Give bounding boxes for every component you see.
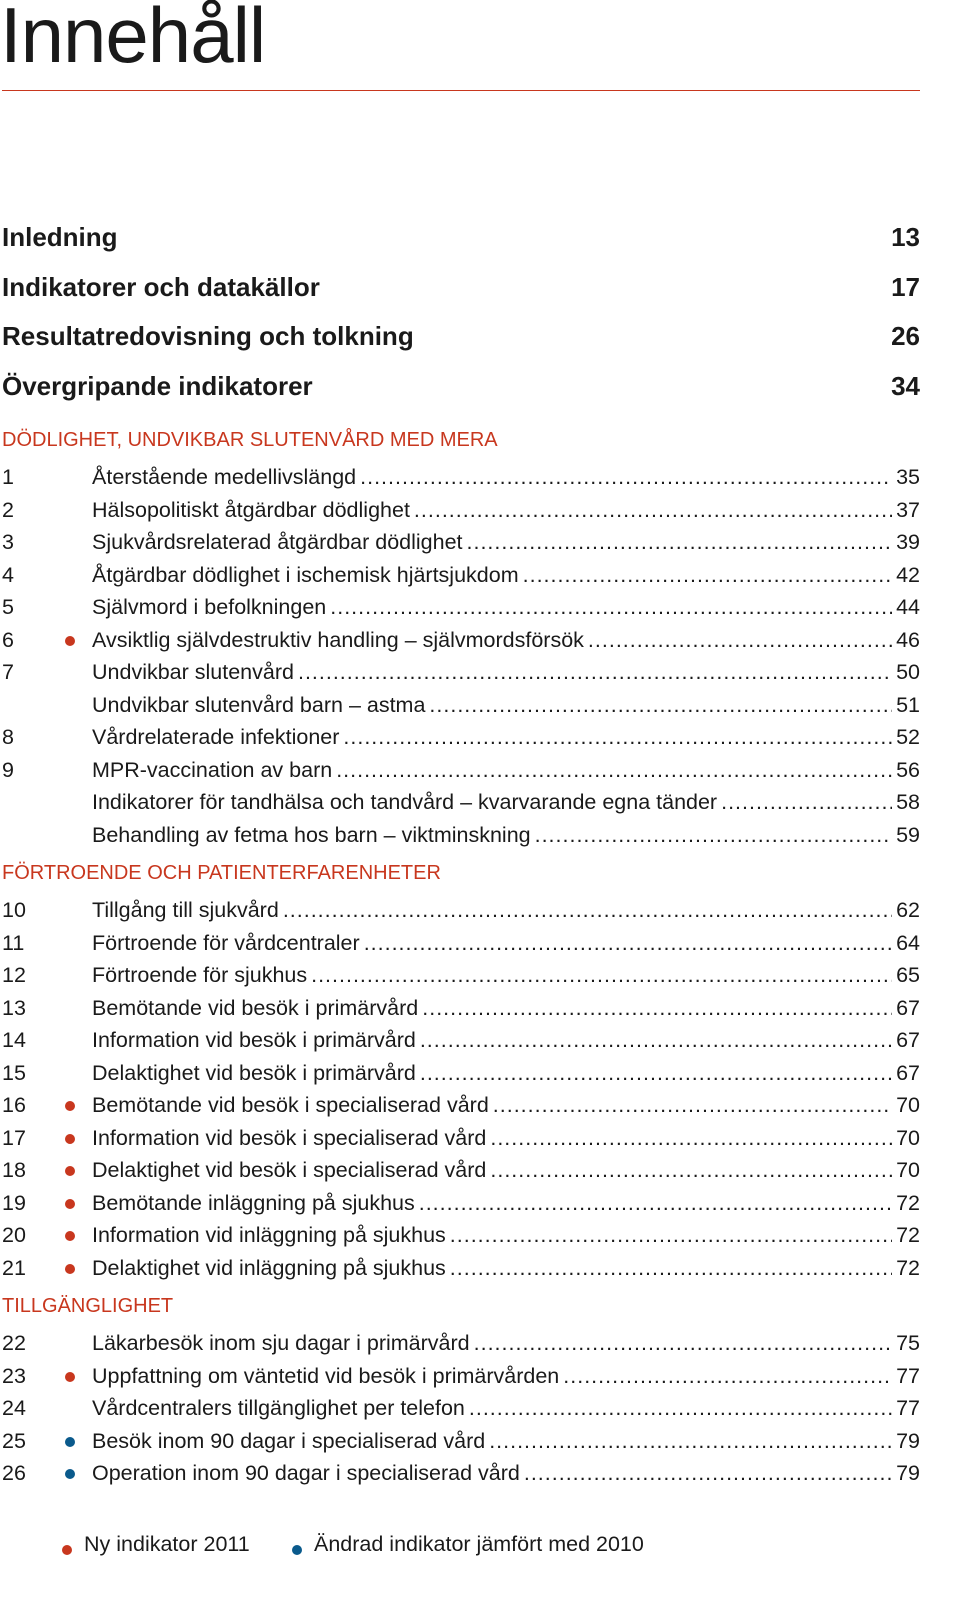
red-dot-icon [65, 1372, 75, 1382]
toc-row-label: Delaktighet vid inläggning på sjukhus [92, 1255, 446, 1280]
toc-row-page: 51 [896, 692, 920, 717]
toc-row-label: Vårdcentralers tillgänglighet per telefon [92, 1396, 465, 1421]
toc-row[interactable] [0, 1057, 920, 1090]
toc-row-page: 79 [896, 1461, 920, 1486]
blue-dot-icon [65, 1437, 75, 1447]
toc-row[interactable] [0, 1392, 920, 1425]
toc-row[interactable] [0, 1252, 920, 1285]
dot-leader [523, 559, 892, 592]
toc-row[interactable] [0, 959, 920, 992]
page-title: Innehåll [0, 0, 266, 79]
toc-row-number: 14 [2, 1028, 26, 1053]
dot-leader [283, 894, 892, 927]
dot-leader [563, 1360, 892, 1393]
toc-row-page: 65 [896, 963, 920, 988]
toc-row[interactable] [0, 1457, 920, 1490]
toc-row-label: Besök inom 90 dagar i specialiserad vård [92, 1428, 486, 1453]
dot-leader [450, 1219, 892, 1252]
toc-row-label: Behandling av fetma hos barn – viktminskning [92, 822, 531, 847]
toc-row-page: 70 [896, 1093, 920, 1118]
dot-leader [311, 959, 892, 992]
toc-row-page: 64 [896, 930, 920, 955]
red-dot-icon [62, 1545, 72, 1555]
toc-main-entry-page: 17 [891, 271, 920, 302]
toc-row-number: 9 [2, 757, 14, 782]
dot-leader [420, 1024, 892, 1057]
toc-row[interactable] [0, 721, 920, 754]
toc-main-entry-label: Övergripande indikatorer [2, 370, 313, 401]
toc-row-number: 8 [2, 725, 14, 750]
toc-row-label: MPR-vaccination av barn [92, 757, 333, 782]
dot-leader [535, 819, 892, 852]
toc-row-label: Information vid besök i specialiserad vård [92, 1125, 487, 1150]
toc-row-label: Bemötande vid besök i specialiserad vård [92, 1093, 489, 1118]
toc-row-label: Hälsopolitiskt åtgärdbar dödlighet [92, 497, 410, 522]
toc-row[interactable] [0, 1154, 920, 1187]
toc-row[interactable] [0, 1219, 920, 1252]
toc-row[interactable] [0, 786, 920, 819]
red-dot-icon [65, 1101, 75, 1111]
toc-row-label: Läkarbesök inom sju dagar i primärvård [92, 1331, 470, 1356]
dot-leader [420, 1057, 892, 1090]
legend-new-indicator [62, 1532, 250, 1557]
legend-new-label: Ny indikator 2011 [84, 1532, 250, 1556]
red-dot-icon [65, 1231, 75, 1241]
toc-row[interactable] [0, 624, 920, 657]
toc-row-page: 58 [896, 790, 920, 815]
dot-leader [493, 1089, 892, 1122]
toc-row-label: Bemötande vid besök i primärvård [92, 995, 419, 1020]
toc-row[interactable] [0, 526, 920, 559]
toc-row-number: 15 [2, 1060, 26, 1085]
toc-row-page: 72 [896, 1223, 920, 1248]
toc-main-entry[interactable] [0, 371, 920, 421]
dot-leader [429, 689, 892, 722]
toc-row-label: Avsiktlig självdestruktiv handling – självmordsförsök [92, 627, 584, 652]
red-dot-icon [65, 1134, 75, 1144]
toc-row-page: 62 [896, 898, 920, 923]
toc-row-page: 67 [896, 995, 920, 1020]
toc-row-number: 24 [2, 1396, 26, 1421]
blue-dot-icon [65, 1469, 75, 1479]
dot-leader [489, 1425, 892, 1458]
toc-row[interactable] [0, 1327, 920, 1360]
dot-leader [343, 721, 892, 754]
toc-row-label: Indikatorer för tandhälsa och tandvård – kvarvarande egna tänder [92, 790, 718, 815]
dot-leader [474, 1327, 892, 1360]
toc-row-number: 5 [2, 595, 14, 620]
toc-row-page: 35 [896, 465, 920, 490]
toc-row-page: 77 [896, 1396, 920, 1421]
toc-row-number: 22 [2, 1331, 26, 1356]
toc-row-label: Operation inom 90 dagar i specialiserad vård [92, 1461, 520, 1486]
toc-main-entry-page: 26 [891, 321, 920, 352]
toc-row-number: 4 [2, 562, 14, 587]
dot-leader [721, 786, 892, 819]
table-of-contents [0, 222, 920, 1490]
toc-row-number: 13 [2, 995, 26, 1020]
dot-leader [360, 461, 892, 494]
toc-row-page: 72 [896, 1255, 920, 1280]
dot-leader [419, 1187, 892, 1220]
toc-row-number: 19 [2, 1190, 26, 1215]
toc-row-label: Åtgärdbar dödlighet i ischemisk hjärtsjukdom [92, 562, 519, 587]
toc-row-page: 67 [896, 1060, 920, 1085]
red-dot-icon [65, 636, 75, 646]
toc-row[interactable] [0, 461, 920, 494]
dot-leader [524, 1457, 892, 1490]
toc-row-page: 72 [896, 1190, 920, 1215]
toc-row[interactable] [0, 992, 920, 1025]
toc-main-entry-page: 13 [891, 222, 920, 252]
toc-row-number: 3 [2, 530, 14, 555]
toc-row-page: 44 [896, 595, 920, 620]
dot-leader [450, 1252, 892, 1285]
toc-row-label: Självmord i befolkningen [92, 595, 327, 620]
toc-row-number: 1 [2, 465, 14, 490]
toc-row[interactable] [0, 927, 920, 960]
dot-leader [490, 1122, 892, 1155]
dot-leader [414, 494, 892, 527]
toc-row-label: Vårdrelaterade infektioner [92, 725, 340, 750]
toc-row-number: 11 [2, 930, 25, 955]
toc-section-heading: TILLGÄNGLIGHET [2, 1295, 174, 1318]
toc-row-number: 18 [2, 1158, 26, 1183]
toc-row-page: 75 [896, 1331, 920, 1356]
toc-row-page: 50 [896, 660, 920, 685]
toc-row[interactable] [0, 1089, 920, 1122]
toc-row-number: 25 [2, 1428, 26, 1453]
toc-section-heading: FÖRTROENDE OCH PATIENTERFARENHETER [2, 862, 441, 885]
toc-main-entry-label: Inledning [2, 222, 118, 252]
toc-row-number: 2 [2, 497, 14, 522]
toc-row-page: 46 [896, 627, 920, 652]
toc-row-label: Undvikbar slutenvård [92, 660, 294, 685]
toc-row-page: 77 [896, 1363, 920, 1388]
dot-leader [422, 992, 892, 1025]
dot-leader [467, 526, 893, 559]
toc-row-number: 21 [2, 1255, 26, 1280]
toc-row-page: 67 [896, 1028, 920, 1053]
toc-row-number: 7 [2, 660, 14, 685]
toc-row-label: Delaktighet vid besök i specialiserad vård [92, 1158, 487, 1183]
dot-leader [490, 1154, 892, 1187]
dot-leader [298, 656, 892, 689]
toc-row[interactable] [0, 559, 920, 592]
toc-row[interactable] [0, 656, 920, 689]
toc-row[interactable] [0, 894, 920, 927]
dot-leader [588, 624, 892, 657]
toc-row-number: 12 [2, 963, 26, 988]
toc-row-label: Förtroende för vårdcentraler [92, 930, 360, 955]
toc-row-page: 39 [896, 530, 920, 555]
dot-leader [469, 1392, 892, 1425]
red-dot-icon [65, 1264, 75, 1274]
toc-row-label: Undvikbar slutenvård barn – astma [92, 692, 426, 717]
toc-row-number: 10 [2, 898, 26, 923]
toc-row[interactable] [0, 819, 920, 852]
toc-row-label: Återstående medellivslängd [92, 465, 357, 490]
legend-changed-label: Ändrad indikator jämfört med 2010 [314, 1532, 644, 1556]
toc-row-label: Tillgång till sjukvård [92, 898, 279, 923]
toc-row[interactable] [0, 754, 920, 787]
toc-row[interactable] [0, 689, 920, 722]
toc-section-heading: DÖDLIGHET, UNDVIKBAR SLUTENVÅRD MED MERA [2, 429, 498, 452]
toc-row-label: Uppfattning om väntetid vid besök i primärvården [92, 1363, 560, 1388]
toc-row[interactable] [0, 1360, 920, 1393]
toc-row[interactable] [0, 591, 920, 624]
title-divider [2, 90, 920, 91]
dot-leader [330, 591, 892, 624]
toc-main-entry[interactable] [0, 321, 920, 371]
dot-leader [364, 927, 892, 960]
toc-row-page: 70 [896, 1158, 920, 1183]
toc-row-page: 37 [896, 497, 920, 522]
toc-row-page: 42 [896, 562, 920, 587]
toc-main-entry-label: Resultatredovisning och tolkning [2, 321, 414, 352]
toc-row[interactable] [0, 1425, 920, 1458]
toc-row-page: 59 [896, 822, 920, 847]
toc-row[interactable] [0, 1024, 920, 1057]
blue-dot-icon [292, 1545, 302, 1555]
toc-row-label: Sjukvårdsrelaterad åtgärdbar dödlighet [92, 530, 463, 555]
red-dot-icon [65, 1166, 75, 1176]
toc-row-label: Förtroende för sjukhus [92, 963, 308, 988]
toc-row[interactable] [0, 494, 920, 527]
toc-row-page: 52 [896, 725, 920, 750]
toc-row[interactable] [0, 1187, 920, 1220]
toc-main-entry-label: Indikatorer och datakällor [2, 271, 320, 302]
toc-main-entry[interactable] [0, 222, 920, 272]
legend-changed-indicator [292, 1532, 644, 1557]
toc-row-page: 79 [896, 1428, 920, 1453]
dot-leader [336, 754, 892, 787]
toc-row-number: 17 [2, 1125, 26, 1150]
toc-row-number: 6 [2, 627, 14, 652]
toc-row-page: 70 [896, 1125, 920, 1150]
toc-row-label: Information vid besök i primärvård [92, 1028, 416, 1053]
red-dot-icon [65, 1199, 75, 1209]
toc-main-entry-page: 34 [891, 370, 920, 401]
toc-row[interactable] [0, 1122, 920, 1155]
toc-row-page: 56 [896, 757, 920, 782]
toc-row-number: 16 [2, 1093, 26, 1118]
toc-row-label: Bemötande inläggning på sjukhus [92, 1190, 415, 1215]
toc-row-label: Delaktighet vid besök i primärvård [92, 1060, 416, 1085]
toc-main-entry[interactable] [0, 272, 920, 322]
toc-row-number: 26 [2, 1461, 26, 1486]
toc-row-number: 23 [2, 1363, 26, 1388]
toc-row-label: Information vid inläggning på sjukhus [92, 1223, 446, 1248]
toc-row-number: 20 [2, 1223, 26, 1248]
